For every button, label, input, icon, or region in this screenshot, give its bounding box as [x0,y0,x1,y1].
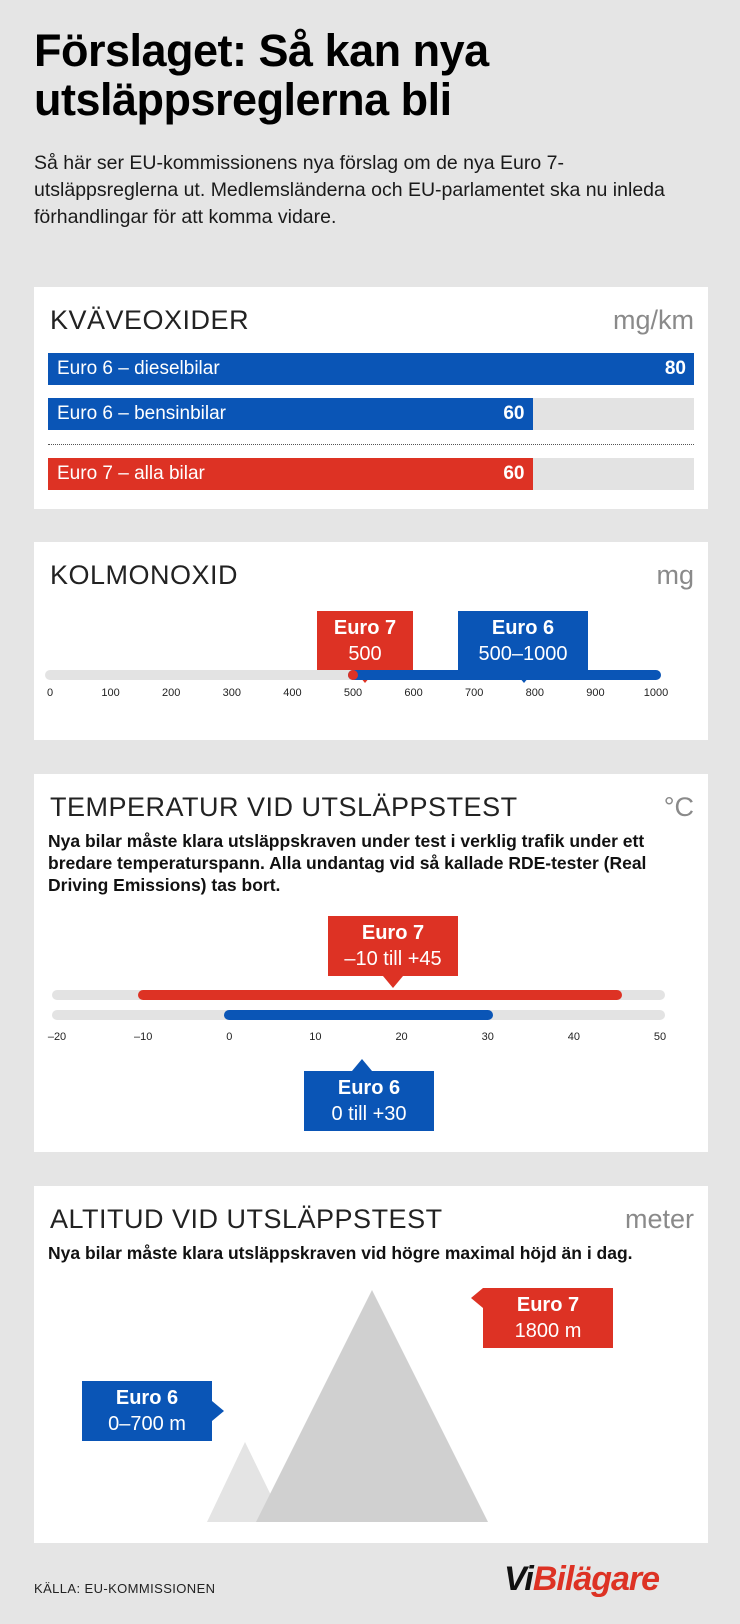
temp-range-euro6 [224,1010,492,1020]
temp-tick-label: 40 [567,1031,580,1043]
temp-card [34,774,708,1152]
temp-euro6-value: 0 till +30 [331,1103,407,1125]
co-euro6-value: 500–1000 [478,643,568,665]
temp-euro6-name: Euro 6 [337,1077,401,1099]
alt-title: ALTITUD VID UTSLÄPPSTEST [50,1204,443,1234]
co-tick-label: 700 [465,687,484,699]
temp-tick-label: 10 [309,1031,322,1043]
alt-euro7-callout [483,1288,613,1348]
co-tick-label: 100 [101,687,120,699]
temp-tick-label: 50 [653,1031,667,1043]
alt-euro6-value: 0–700 m [108,1413,186,1435]
nox-bar [48,353,694,385]
logo-vi: Vi [504,1560,533,1598]
nox-bar-value: 80 [664,358,686,379]
nox-bar-label: Euro 6 – bensinbilar [57,403,226,424]
co-tick-label: 900 [586,687,605,699]
alt-euro7-pointer [471,1288,483,1308]
temp-tick-label: 30 [481,1031,494,1043]
temp-euro6-callout [304,1071,434,1131]
temp-unit: °C [663,792,694,822]
nox-bar [48,458,533,490]
temp-euro7-pointer [383,976,403,988]
alt-description: Nya bilar måste klara utsläppskraven vid högre maximal höjd än i dag. [48,1243,633,1263]
temp-euro7-name: Euro 7 [361,922,425,944]
co-euro6-callout [458,611,588,671]
nox-unit: mg/km [613,305,694,335]
nox-bar-label: Euro 6 – dieselbilar [57,358,220,379]
alt-euro6-name: Euro 6 [115,1387,179,1409]
temp-title: TEMPERATUR VID UTSLÄPPSTEST [50,792,518,822]
alt-card [34,1186,708,1543]
co-tick-label: 200 [162,687,181,699]
alt-unit: meter [624,1204,694,1234]
intro-text: Så här ser EU-kommissionens nya förslag om de nya Euro 7-utsläppsreglerna ut. Medlemsländerna och EU-parlamentet ska nu inleda förhandlingar för att komma vidare. [34,152,665,228]
temp-euro6-pointer [352,1059,372,1071]
co-euro7-name: Euro 7 [333,617,397,639]
temp-tick-label: 0 [226,1031,233,1043]
nox-title: KVÄVEOXIDER [50,305,250,335]
co-tick-label: 600 [404,687,423,699]
co-tick-label: 1000 [643,687,669,699]
mountains-illustration [34,1186,708,1543]
co-tick-label: 300 [222,687,241,699]
co-tick-label: 0 [46,687,54,699]
co-unit: mg [656,560,694,590]
temp-tick-label: –20 [47,1031,67,1043]
vi-bilagare-logo [504,1560,659,1599]
temp-range-euro7 [138,990,622,1000]
nox-bar-track [48,353,694,385]
temp-tick-label: –10 [133,1031,153,1043]
nox-bar [48,398,533,430]
alt-euro7-value: 1800 m [514,1320,582,1342]
co-title: KOLMONOXID [50,560,239,590]
large-mountain [256,1290,488,1522]
co-euro7-value: 500 [348,643,382,665]
co-tick-label: 500 [343,687,363,699]
temp-euro7-value: –10 till +45 [344,948,442,970]
co-euro7-dot [348,670,358,680]
nox-bar-value: 60 [503,403,525,424]
co-card [34,542,708,740]
nox-bar-value: 60 [503,463,525,484]
co-euro7-callout [317,611,413,671]
nox-divider [48,444,694,445]
co-range-euro6 [348,670,661,680]
co-tick-label: 400 [283,687,302,699]
nox-bar-track [48,398,694,430]
page-title: Förslaget: Så kan nya utsläppsreglerna bli [34,25,489,125]
nox-card [34,287,708,509]
nox-bar-track [48,458,694,490]
source-note: KÄLLA: EU-KOMMISSIONEN [34,1581,216,1596]
temp-description: Nya bilar måste klara utsläppskraven under test i verklig trafik under ett bredare temperaturspann. Alla undantag vid så kallade RDE-tester (Real Driving Emissions) tas bort. [48,831,647,895]
nox-bar-label: Euro 7 – alla bilar [57,463,205,484]
co-tick-label: 800 [525,687,544,699]
logo-bilagare: Bilägare [532,1560,660,1598]
temp-tick-label: 20 [395,1031,408,1043]
alt-euro6-pointer [212,1401,224,1421]
temp-euro7-callout [328,916,458,976]
alt-euro7-name: Euro 7 [516,1294,580,1316]
alt-euro6-callout [82,1381,212,1441]
co-euro6-name: Euro 6 [491,617,555,639]
